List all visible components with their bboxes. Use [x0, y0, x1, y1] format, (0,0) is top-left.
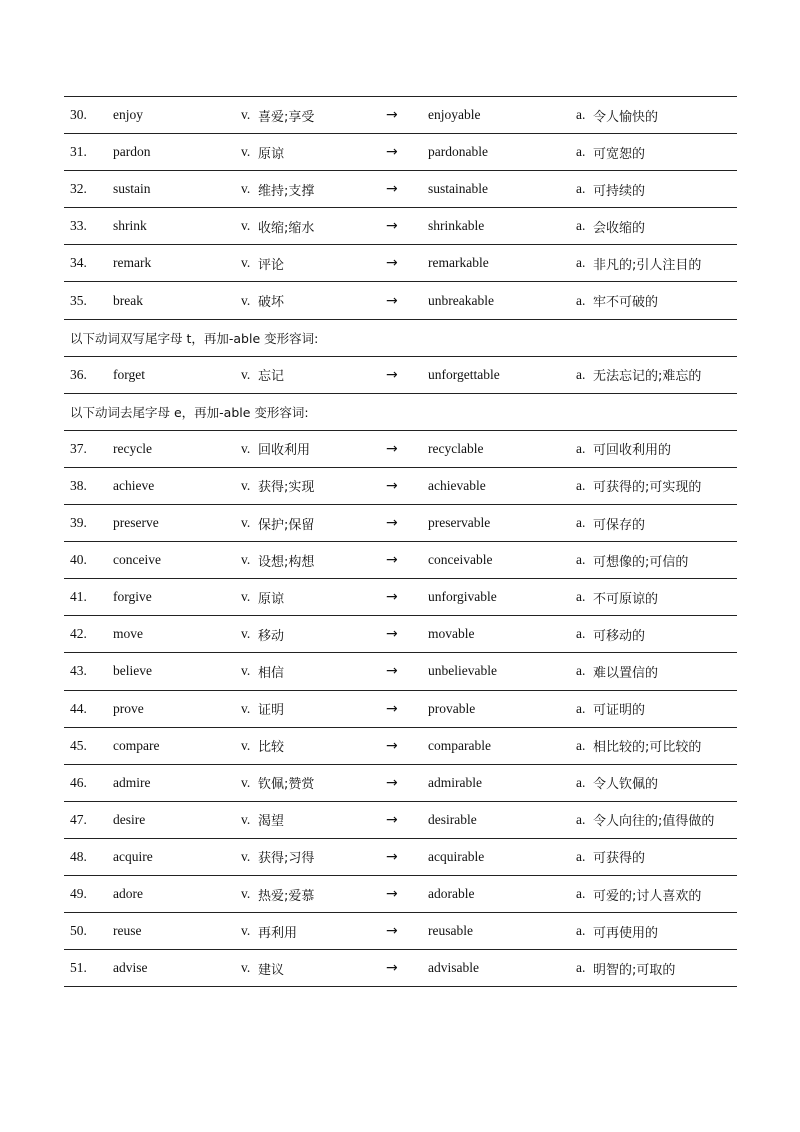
arrow-icon: → — [386, 181, 398, 198]
adjective-meaning: 令人愉快的 — [593, 109, 659, 125]
item-number: 49. — [70, 886, 87, 902]
adjective-meaning: 相比较的;可比较的 — [593, 740, 702, 756]
section-note — [64, 394, 737, 431]
item-number: 45. — [70, 737, 87, 753]
adjective-word: adorable — [428, 886, 475, 902]
vocab-row — [64, 357, 737, 394]
verb-meaning: 证明 — [258, 703, 285, 719]
verb-meaning: 破坏 — [258, 295, 285, 311]
adjective-pos: a. — [576, 255, 586, 271]
adjective-meaning: 令人钦佩的 — [593, 777, 659, 793]
adjective-word: advisable — [428, 960, 479, 976]
verb-pos: v. — [241, 292, 251, 308]
vocab-row — [64, 839, 737, 876]
section-note-text: 以下动词双写尾字母 t，再加-able 变形容词: — [70, 330, 319, 346]
adjective-word: desirable — [428, 811, 477, 827]
verb-meaning: 回收利用 — [258, 443, 311, 459]
adjective-pos: a. — [576, 515, 586, 531]
adjective-pos: a. — [576, 589, 586, 605]
item-number: 41. — [70, 589, 87, 605]
item-number: 43. — [70, 663, 87, 679]
adjective-word: remarkable — [428, 255, 489, 271]
adjective-meaning: 明智的;可取的 — [593, 962, 676, 978]
arrow-icon: → — [386, 589, 398, 606]
vocab-row — [64, 913, 737, 950]
adjective-pos: a. — [576, 218, 586, 234]
verb-pos: v. — [241, 515, 251, 531]
verb-meaning: 设想;构想 — [258, 554, 315, 570]
verb-word: conceive — [113, 552, 161, 568]
vocab-row — [64, 97, 737, 134]
vocab-row — [64, 134, 737, 171]
adjective-pos: a. — [576, 848, 586, 864]
verb-meaning: 比较 — [258, 740, 285, 756]
vocabulary-table — [64, 96, 737, 987]
adjective-meaning: 可持续的 — [593, 183, 646, 199]
adjective-meaning: 可爱的;讨人喜欢的 — [593, 888, 702, 904]
vocab-row — [64, 505, 737, 542]
verb-pos: v. — [241, 589, 251, 605]
verb-pos: v. — [241, 848, 251, 864]
item-number: 44. — [70, 700, 87, 716]
verb-word: reuse — [113, 923, 142, 939]
verb-meaning: 获得;实现 — [258, 480, 315, 496]
adjective-pos: a. — [576, 774, 586, 790]
verb-meaning: 再利用 — [258, 925, 298, 941]
adjective-word: conceivable — [428, 552, 493, 568]
vocab-row — [64, 802, 737, 839]
verb-pos: v. — [241, 107, 251, 123]
item-number: 31. — [70, 144, 87, 160]
adjective-pos: a. — [576, 292, 586, 308]
item-number: 50. — [70, 923, 87, 939]
adjective-word: recyclable — [428, 440, 484, 456]
item-number: 36. — [70, 366, 87, 382]
arrow-icon: → — [386, 218, 398, 235]
verb-pos: v. — [241, 218, 251, 234]
adjective-pos: a. — [576, 144, 586, 160]
adjective-pos: a. — [576, 626, 586, 642]
verb-word: sustain — [113, 181, 151, 197]
verb-word: desire — [113, 811, 146, 827]
item-number: 30. — [70, 107, 87, 123]
verb-pos: v. — [241, 737, 251, 753]
item-number: 35. — [70, 292, 87, 308]
item-number: 40. — [70, 552, 87, 568]
verb-meaning: 渴望 — [258, 814, 285, 830]
verb-word: advise — [113, 960, 148, 976]
vocab-row — [64, 765, 737, 802]
verb-pos: v. — [241, 440, 251, 456]
arrow-icon: → — [386, 515, 398, 532]
arrow-icon: → — [386, 960, 398, 977]
item-number: 33. — [70, 218, 87, 234]
adjective-word: admirable — [428, 774, 482, 790]
adjective-word: comparable — [428, 737, 491, 753]
arrow-icon: → — [386, 144, 398, 161]
vocab-row — [64, 728, 737, 765]
adjective-meaning: 可宽恕的 — [593, 146, 646, 162]
arrow-icon: → — [386, 107, 398, 124]
adjective-word: unforgivable — [428, 589, 497, 605]
adjective-word: unforgettable — [428, 366, 500, 382]
verb-word: remark — [113, 255, 152, 271]
verb-pos: v. — [241, 366, 251, 382]
verb-word: recycle — [113, 440, 152, 456]
adjective-pos: a. — [576, 960, 586, 976]
vocab-row — [64, 171, 737, 208]
arrow-icon: → — [386, 477, 398, 494]
verb-pos: v. — [241, 144, 251, 160]
adjective-pos: a. — [576, 366, 586, 382]
verb-pos: v. — [241, 626, 251, 642]
verb-word: acquire — [113, 848, 153, 864]
adjective-meaning: 会收缩的 — [593, 220, 646, 236]
section-note-text: 以下动词去尾字母 e，再加-able 变形容词: — [70, 404, 309, 420]
adjective-word: acquirable — [428, 848, 485, 864]
verb-word: adore — [113, 886, 143, 902]
item-number: 32. — [70, 181, 87, 197]
verb-word: enjoy — [113, 107, 143, 123]
vocab-row — [64, 616, 737, 653]
adjective-meaning: 牢不可破的 — [593, 295, 659, 311]
adjective-pos: a. — [576, 811, 586, 827]
adjective-meaning: 无法忘记的;难忘的 — [593, 369, 702, 385]
adjective-word: unbreakable — [428, 292, 494, 308]
adjective-pos: a. — [576, 181, 586, 197]
verb-meaning: 评论 — [258, 257, 285, 273]
adjective-word: reusable — [428, 923, 473, 939]
vocab-row — [64, 245, 737, 282]
arrow-icon: → — [386, 886, 398, 903]
verb-pos: v. — [241, 774, 251, 790]
adjective-meaning: 非凡的;引人注目的 — [593, 257, 702, 273]
adjective-pos: a. — [576, 440, 586, 456]
arrow-icon: → — [386, 923, 398, 940]
adjective-meaning: 可想像的;可信的 — [593, 554, 689, 570]
verb-meaning: 热爱;爱慕 — [258, 888, 315, 904]
verb-pos: v. — [241, 886, 251, 902]
adjective-word: provable — [428, 700, 476, 716]
verb-word: believe — [113, 663, 152, 679]
adjective-pos: a. — [576, 477, 586, 493]
item-number: 42. — [70, 626, 87, 642]
verb-meaning: 获得;习得 — [258, 851, 315, 867]
verb-meaning: 喜爱;享受 — [258, 109, 315, 125]
adjective-meaning: 令人向往的;值得做的 — [593, 814, 715, 830]
arrow-icon: → — [386, 292, 398, 309]
adjective-pos: a. — [576, 663, 586, 679]
arrow-icon: → — [386, 737, 398, 754]
arrow-icon: → — [386, 255, 398, 272]
adjective-meaning: 可证明的 — [593, 703, 646, 719]
verb-pos: v. — [241, 923, 251, 939]
vocab-row — [64, 579, 737, 616]
verb-word: preserve — [113, 515, 159, 531]
adjective-meaning: 可获得的;可实现的 — [593, 480, 702, 496]
item-number: 37. — [70, 440, 87, 456]
verb-word: move — [113, 626, 143, 642]
verb-pos: v. — [241, 552, 251, 568]
adjective-pos: a. — [576, 552, 586, 568]
adjective-meaning: 可移动的 — [593, 628, 646, 644]
adjective-word: shrinkable — [428, 218, 485, 234]
verb-pos: v. — [241, 477, 251, 493]
adjective-word: enjoyable — [428, 107, 481, 123]
adjective-meaning: 可保存的 — [593, 517, 646, 533]
arrow-icon: → — [386, 366, 398, 383]
verb-pos: v. — [241, 255, 251, 271]
verb-meaning: 收缩;缩水 — [258, 220, 315, 236]
arrow-icon: → — [386, 774, 398, 791]
adjective-meaning: 不可原谅的 — [593, 591, 659, 607]
verb-pos: v. — [241, 663, 251, 679]
vocab-row — [64, 950, 737, 987]
vocab-row — [64, 876, 737, 913]
adjective-pos: a. — [576, 923, 586, 939]
verb-word: break — [113, 292, 143, 308]
verb-meaning: 忘记 — [258, 369, 285, 385]
verb-meaning: 保护;保留 — [258, 517, 315, 533]
item-number: 34. — [70, 255, 87, 271]
vocab-row — [64, 468, 737, 505]
verb-word: pardon — [113, 144, 151, 160]
item-number: 38. — [70, 477, 87, 493]
verb-meaning: 钦佩;赞赏 — [258, 777, 315, 793]
verb-meaning: 相信 — [258, 665, 285, 681]
adjective-pos: a. — [576, 107, 586, 123]
adjective-word: preservable — [428, 515, 491, 531]
verb-word: forget — [113, 366, 145, 382]
verb-pos: v. — [241, 811, 251, 827]
adjective-pos: a. — [576, 700, 586, 716]
adjective-word: unbelievable — [428, 663, 497, 679]
adjective-word: sustainable — [428, 181, 488, 197]
arrow-icon: → — [386, 552, 398, 569]
vocab-row — [64, 431, 737, 468]
arrow-icon: → — [386, 663, 398, 680]
vocab-row — [64, 691, 737, 728]
arrow-icon: → — [386, 811, 398, 828]
adjective-meaning: 可再使用的 — [593, 925, 659, 941]
adjective-meaning: 可获得的 — [593, 851, 646, 867]
vocab-row — [64, 653, 737, 690]
adjective-word: achievable — [428, 477, 486, 493]
adjective-word: pardonable — [428, 144, 488, 160]
verb-meaning: 建议 — [258, 962, 285, 978]
verb-pos: v. — [241, 700, 251, 716]
adjective-pos: a. — [576, 737, 586, 753]
verb-word: shrink — [113, 218, 147, 234]
item-number: 46. — [70, 774, 87, 790]
verb-meaning: 原谅 — [258, 591, 285, 607]
item-number: 47. — [70, 811, 87, 827]
adjective-word: movable — [428, 626, 475, 642]
verb-meaning: 移动 — [258, 628, 285, 644]
vocab-row — [64, 542, 737, 579]
arrow-icon: → — [386, 440, 398, 457]
vocab-row — [64, 208, 737, 245]
verb-word: compare — [113, 737, 160, 753]
vocab-row — [64, 282, 737, 319]
verb-word: admire — [113, 774, 151, 790]
arrow-icon: → — [386, 848, 398, 865]
verb-pos: v. — [241, 960, 251, 976]
verb-pos: v. — [241, 181, 251, 197]
arrow-icon: → — [386, 626, 398, 643]
verb-word: prove — [113, 700, 144, 716]
verb-word: forgive — [113, 589, 152, 605]
item-number: 39. — [70, 515, 87, 531]
section-note — [64, 320, 737, 357]
adjective-pos: a. — [576, 886, 586, 902]
verb-meaning: 维持;支撑 — [258, 183, 315, 199]
adjective-meaning: 可回收利用的 — [593, 443, 672, 459]
arrow-icon: → — [386, 700, 398, 717]
item-number: 51. — [70, 960, 87, 976]
item-number: 48. — [70, 848, 87, 864]
adjective-meaning: 难以置信的 — [593, 665, 659, 681]
verb-word: achieve — [113, 477, 155, 493]
verb-meaning: 原谅 — [258, 146, 285, 162]
